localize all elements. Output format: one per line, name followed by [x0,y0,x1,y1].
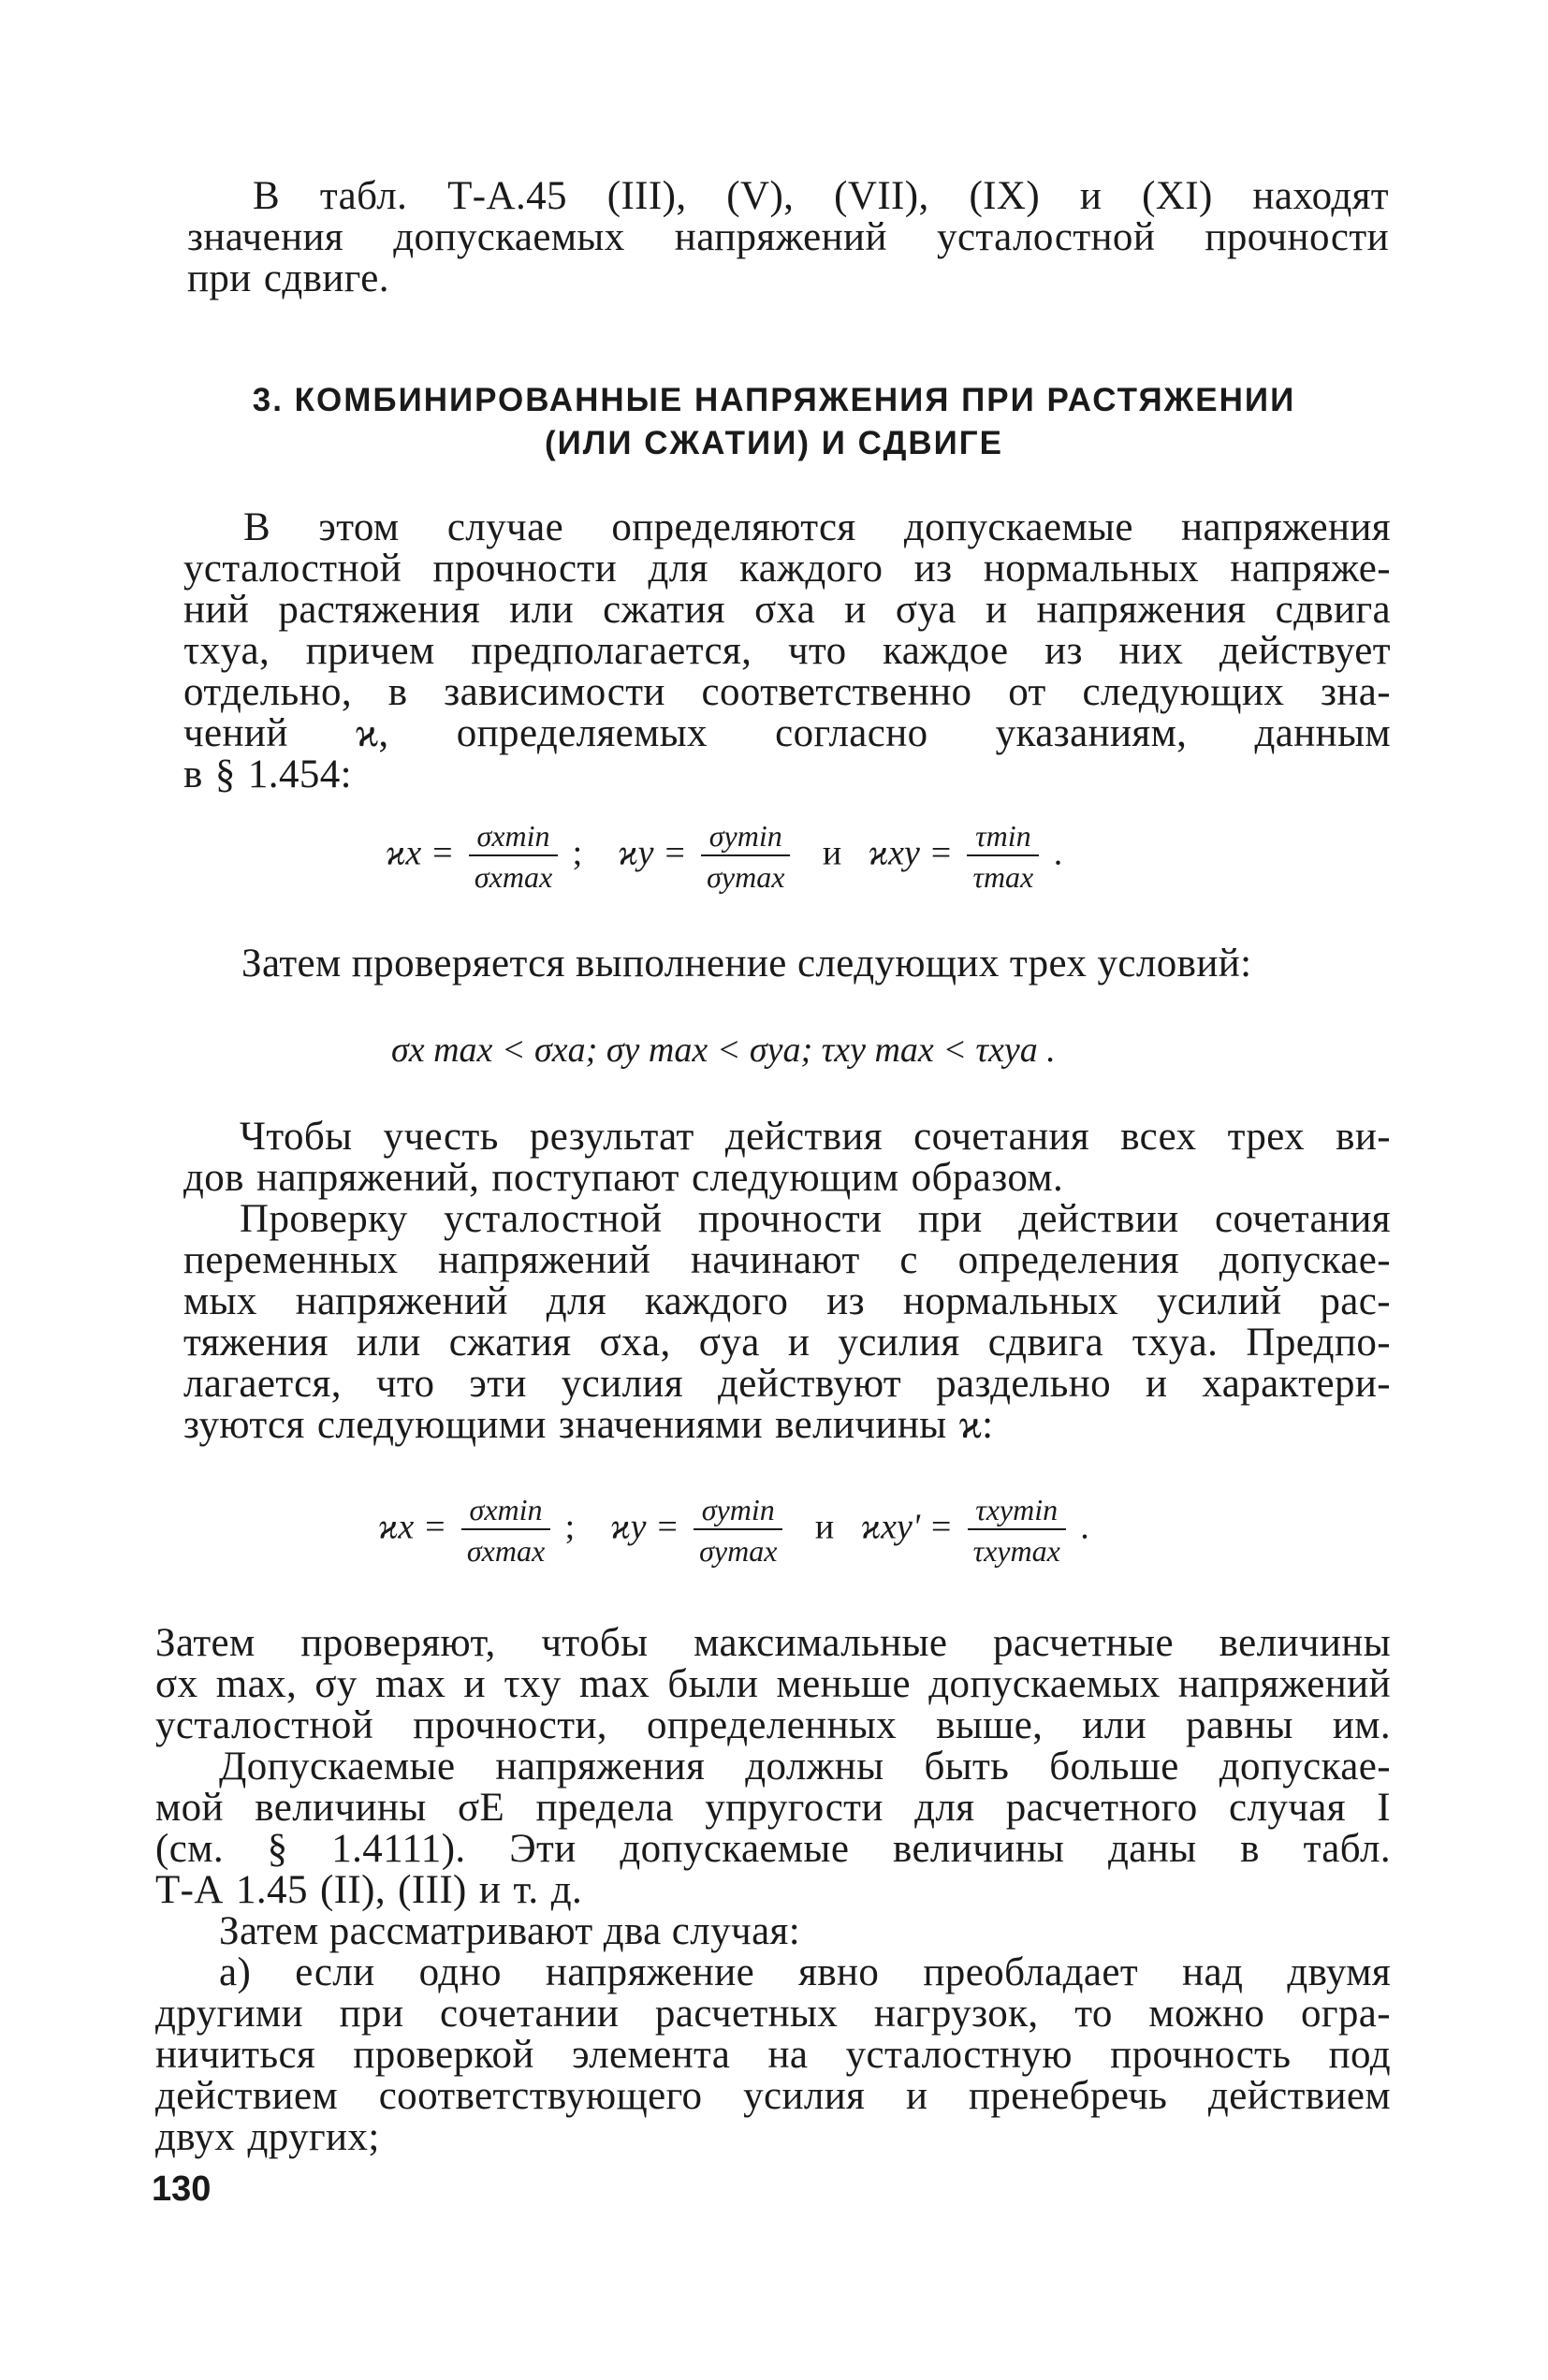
text-line: тяжения или сжатия σxa, σya и усилия сдвига τxya. Предпо- [183,1321,1391,1365]
text-line: другими при сочетании расчетных нагрузок, то можно огра- [155,1992,1391,2036]
kappa-y-label: ϰy = [618,833,687,873]
text-line: τxya, причем предполагается, что каждое из них действует [183,629,1391,673]
text-line: σx max, σy max и τxy max были меньше допускаемых напряжений [155,1662,1391,1706]
section-heading-line-1: 3. КОМБИНИРОВАННЫЕ НАПРЯЖЕНИЯ ПРИ РАСТЯЖЕНИИ [252,382,1296,418]
fraction-kappa-x [461,1493,550,1568]
text-line: Т-А 1.45 (II), (III) и т. д. [155,1868,583,1912]
fraction-kappa-x [469,819,558,894]
paragraph-max-values [155,1623,1391,1746]
text-line: двух других; [155,2115,380,2159]
period: . [1053,833,1063,873]
fraction-kappa-xy [967,819,1039,894]
text-line: лагается, что эти усилия действуют раздельно и характери- [183,1362,1391,1406]
denominator: σymax [699,1534,778,1568]
numerator: τmin [967,819,1039,856]
formula-kappa-ratios-2 [378,1493,1089,1568]
formula-kappa-ratios [386,819,1062,894]
text-line: чений ϰ, определяемых согласно указаниям, данным [183,711,1391,755]
text-line: значения допускаемых напряжений усталостной прочности [187,215,1389,259]
formula-conditions: σx max < σxa; σy max < σya; τxy max < τxya . [391,1030,1056,1070]
paragraph-fatigue-check [183,1199,1391,1446]
numerator: σymin [701,819,790,856]
text-line: зуются следующими значениями величины ϰ: [183,1403,994,1447]
text-line: переменных напряжений начинают с определения допускае- [183,1238,1391,1282]
denominator: τxymax [972,1534,1060,1568]
text-line: дов напряжений, поступают следующим образом. [183,1156,1064,1200]
text-line: а) если одно напряжение явно преобладает над двумя [219,1950,1391,1994]
kappa-x-label: ϰx = [378,1507,447,1547]
text-line: (см. § 1.4111). Эти допускаемые величины даны в табл. [155,1827,1391,1871]
text-line: Проверку усталостной прочности при действии сочетания [240,1197,1391,1241]
text-line: Допускаемые напряжения должны быть больше допускае- [219,1745,1391,1789]
paragraph-definition [183,507,1391,796]
section-heading [0,379,1548,465]
denominator: τmax [972,860,1034,894]
text-line: отдельно, в зависимости соответственно от следующих зна- [183,670,1391,714]
text-line: ничиться проверкой элемента на усталостную прочность под [155,2033,1391,2077]
paragraph-conditions-intro: Затем проверяется выполнение следующих трех условий: [241,942,1252,986]
text-line: В табл. Т-А.45 (III), (V), (VII), (IX) и (XI) находят [253,174,1389,218]
paragraph-combination [183,1117,1391,1199]
text-line: усталостной прочности, определенных выше, или равны им. [155,1703,1391,1747]
fraction-kappa-y [694,1493,782,1568]
denominator: σymax [707,860,785,894]
numerator: σxmin [469,819,558,856]
text-line: Чтобы учесть результат действия сочетания всех трех ви- [240,1115,1391,1159]
paragraph-case-a [155,1952,1391,2158]
fraction-kappa-y [701,819,790,894]
page-number: 130 [152,2169,212,2209]
conjunction: и [822,833,842,873]
text-line: действием соответствующего усилия и пренебречь действием [155,2074,1391,2118]
text-line: ний растяжения или сжатия σxa и σya и напряжения сдвига [183,588,1391,632]
separator: ; [572,833,583,873]
paragraph-allowable-stress [155,1746,1391,1911]
paragraph-two-cases: Затем рассматривают два случая: [219,1909,801,1953]
text-line: мой величины σE предела упругости для расчетного случая I [155,1786,1391,1830]
paragraph-intro [187,176,1389,299]
kappa-y-label: ϰy = [610,1507,679,1547]
text-line: мых напряжений для каждого из нормальных усилий рас- [183,1279,1391,1323]
numerator: τxymin [968,1493,1066,1530]
denominator: σxmax [474,860,553,894]
kappa-xy-label: ϰxy' = [860,1507,954,1547]
denominator: σxmax [466,1534,546,1568]
text-line: Затем проверяют, чтобы максимальные расчетные величины [155,1621,1391,1665]
period: . [1080,1507,1089,1547]
conjunction: и [814,1507,835,1547]
text-line: при сдвиге. [187,256,389,300]
kappa-xy-label: ϰxy = [868,833,953,873]
section-heading-line-2: (ИЛИ СЖАТИИ) И СДВИГЕ [544,425,1003,461]
text-line: В этом случае определяются допускаемые напряжения [243,505,1391,549]
text-line: в § 1.454: [183,752,352,796]
numerator: σxmin [461,1493,550,1530]
fraction-kappa-xy [968,1493,1066,1568]
kappa-x-label: ϰx = [386,833,455,873]
text-line: усталостной прочности для каждого из нормальных напряже- [183,547,1391,591]
numerator: σymin [694,1493,782,1530]
separator: ; [564,1507,576,1547]
